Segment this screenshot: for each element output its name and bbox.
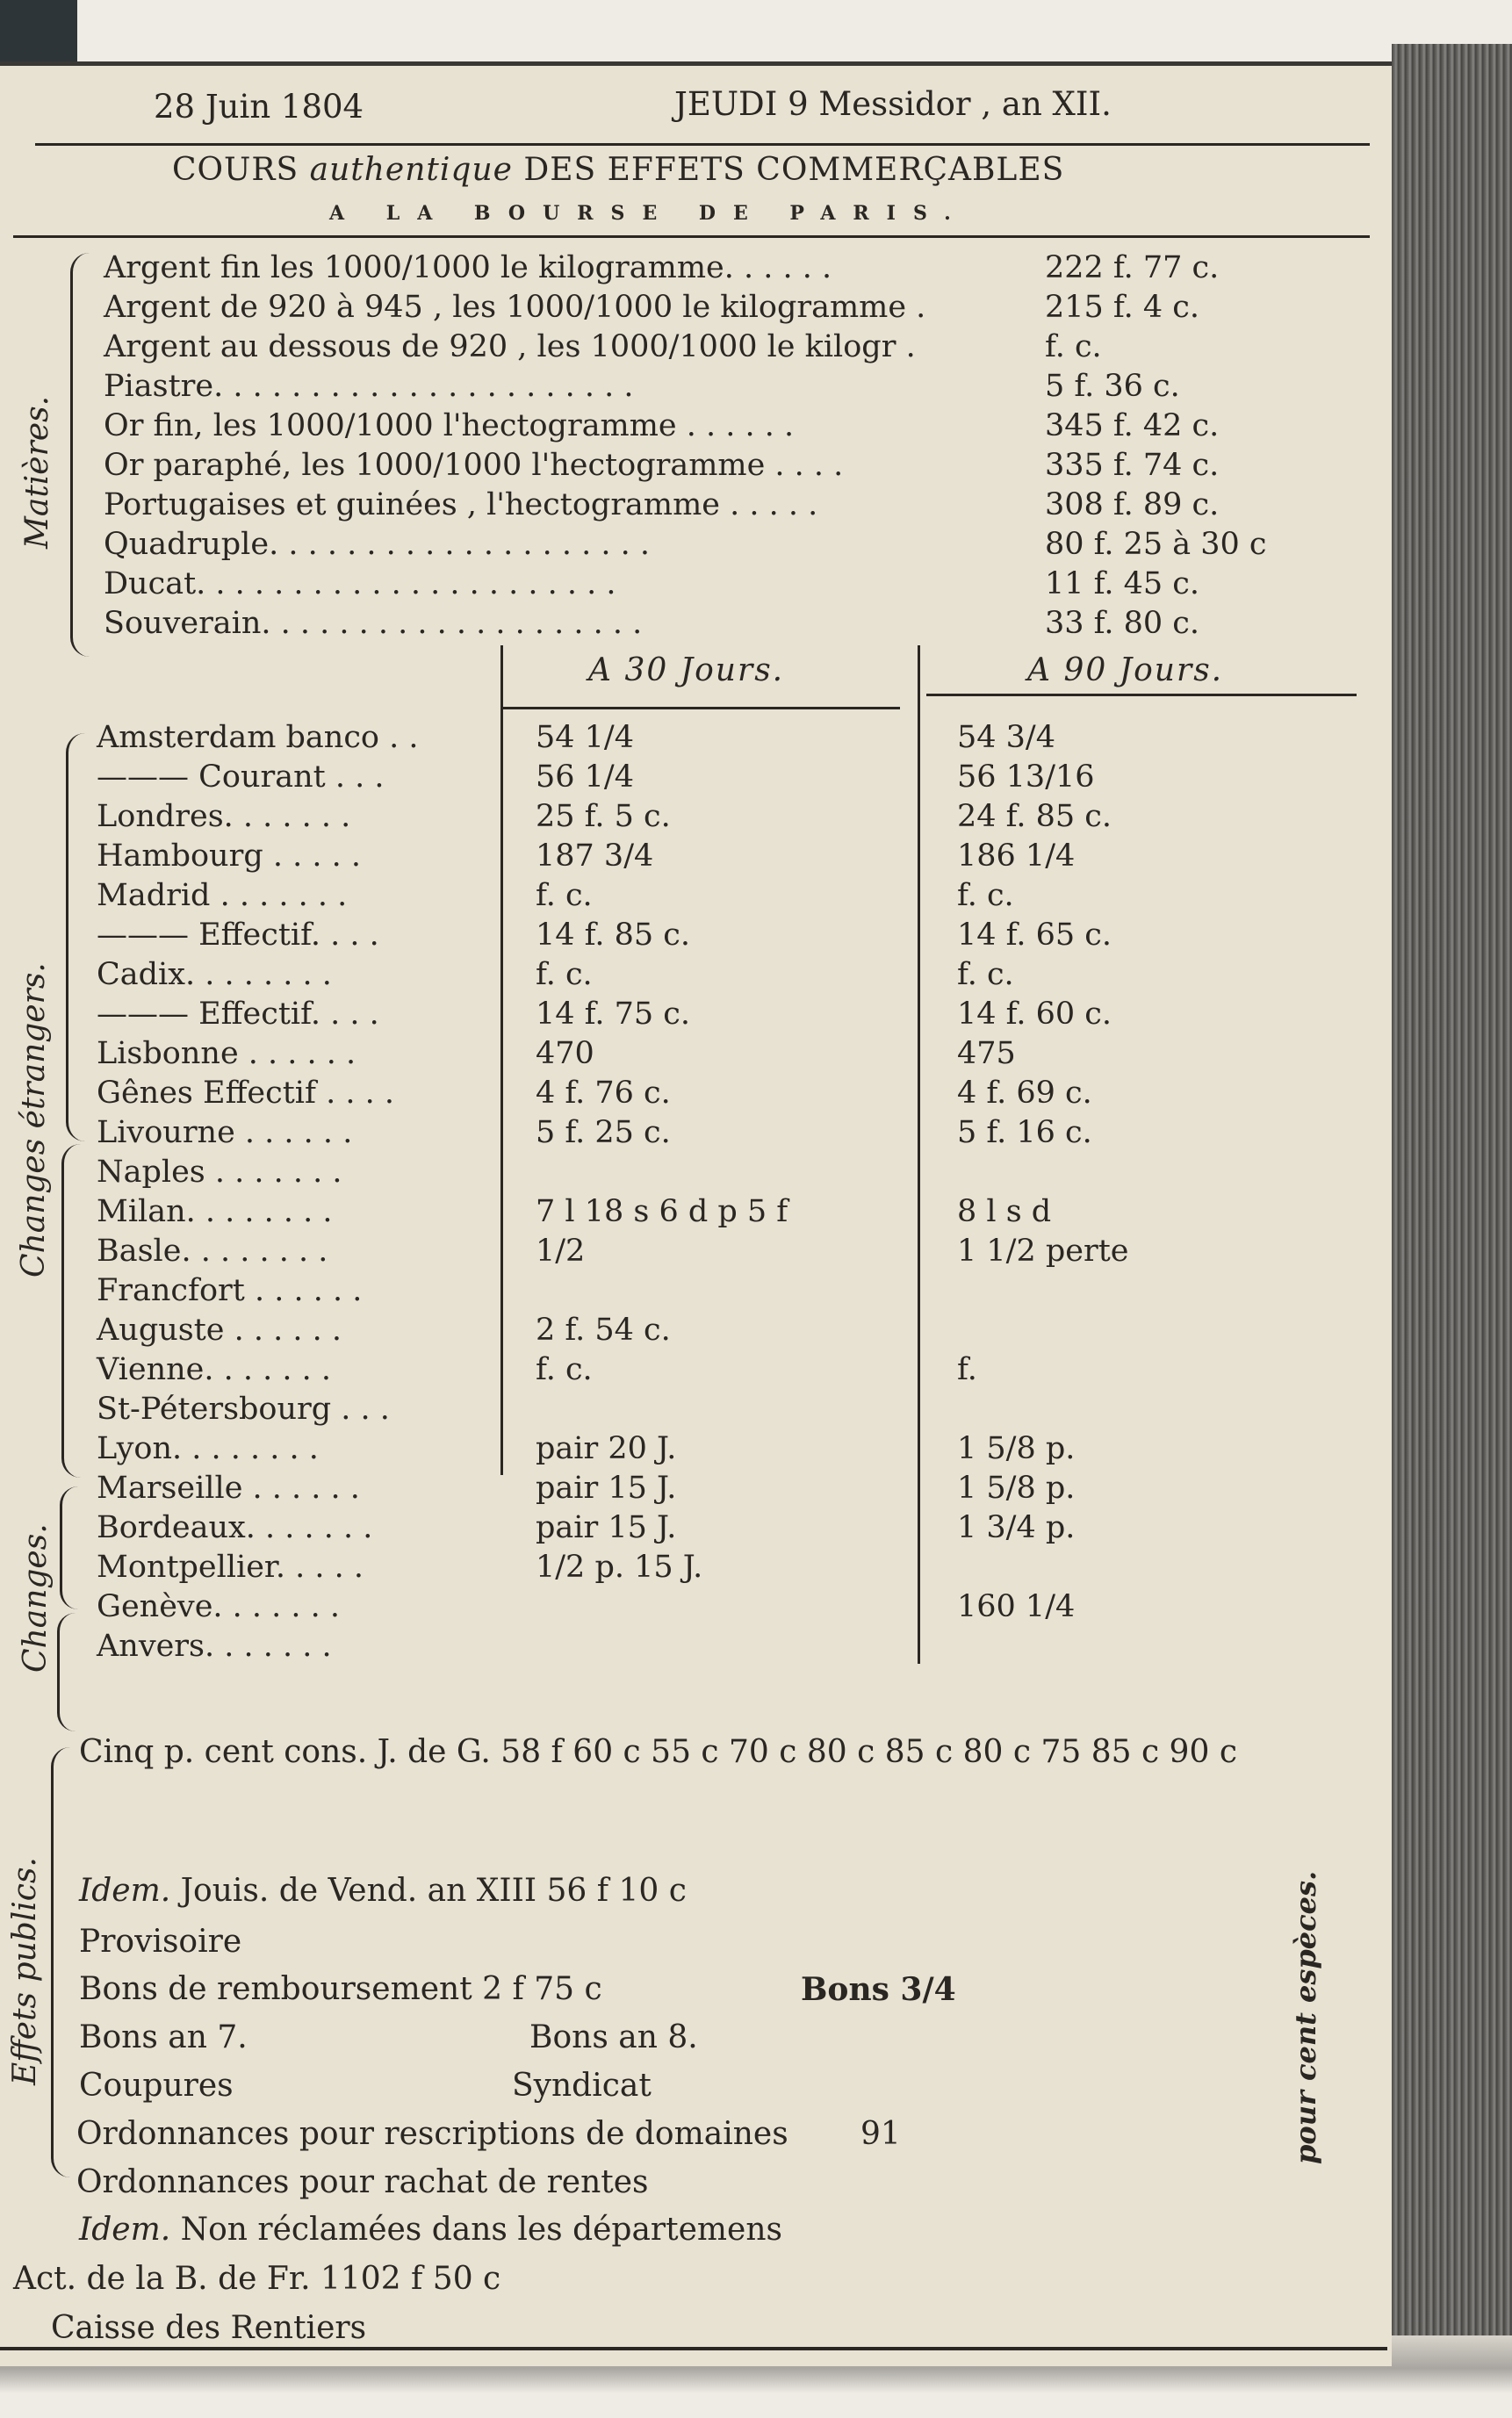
matiere-name: Or fin, les 1000/1000 l'hectogramme . . . . . . xyxy=(104,408,795,443)
idem-italic: Idem. xyxy=(79,1873,171,1909)
change-90-days: f. c. xyxy=(957,957,1014,992)
change-30-days: 54 1/4 xyxy=(536,720,634,755)
change-place: Bordeaux. . . . . . . xyxy=(97,1510,373,1545)
matiere-value: 33 f. 80 c. xyxy=(1045,606,1200,641)
page-edges xyxy=(1392,44,1512,2414)
ordonnances-rachat: Ordonnances pour rachat de rentes xyxy=(76,2164,649,2200)
change-30-days: 14 f. 75 c. xyxy=(536,997,691,1032)
matieres-label: Matières. xyxy=(19,395,55,549)
matiere-value: 80 f. 25 à 30 c xyxy=(1045,527,1267,562)
provisoire: Provisoire xyxy=(79,1924,242,1960)
coupures: Coupures xyxy=(79,2068,234,2104)
change-30-days: 7 l 18 s 6 d p 5 f xyxy=(536,1194,788,1229)
change-30-days: 187 3/4 xyxy=(536,838,654,874)
change-place: Lisbonne . . . . . . xyxy=(97,1036,356,1071)
change-90-days: 14 f. 60 c. xyxy=(957,997,1112,1032)
change-30-days: 470 xyxy=(536,1036,594,1071)
page xyxy=(0,61,1392,2366)
ordonnances-rescriptions-value: 91 xyxy=(860,2116,901,2152)
change-90-days: 5 f. 16 c. xyxy=(957,1115,1092,1150)
syndicat: Syndicat xyxy=(512,2068,652,2104)
change-place: Montpellier. . . . . xyxy=(97,1550,364,1585)
caisse-rentiers: Caisse des Rentiers xyxy=(51,2310,367,2346)
effets-brace xyxy=(51,1747,73,2177)
change-90-days: 4 f. 69 c. xyxy=(957,1076,1092,1111)
change-place: ——— Effectif. . . . xyxy=(97,918,379,953)
title-rule xyxy=(13,235,1370,238)
title-italic: authentique xyxy=(309,152,513,188)
change-place: Vienne. . . . . . . xyxy=(97,1352,331,1387)
change-90-days: 160 1/4 xyxy=(957,1589,1076,1624)
change-90-days: 1 1/2 perte xyxy=(957,1234,1129,1269)
date-header: 28 Juin 1804 xyxy=(154,88,364,126)
matiere-name: Argent au dessous de 920 , les 1000/1000 le kilogr . xyxy=(104,329,916,364)
bottom-rule xyxy=(0,2347,1387,2350)
matiere-value: 5 f. 36 c. xyxy=(1045,369,1180,404)
matieres-brace xyxy=(70,253,90,657)
idem-non-reclamees xyxy=(79,2212,782,2248)
idem2-rest: Non réclamées dans les départemens xyxy=(180,2212,783,2248)
col-rule-left xyxy=(500,645,503,1475)
matiere-name: Portugaises et guinées , l'hectogramme . . . . . xyxy=(104,487,818,522)
change-90-days: f. xyxy=(957,1352,977,1387)
change-30-days: 14 f. 85 c. xyxy=(536,918,691,953)
change-90-days: 8 l s d xyxy=(957,1194,1052,1229)
bons-3-4: Bons 3/4 xyxy=(801,1971,956,2008)
changes-etrangers-label: Changes étrangers. xyxy=(16,962,52,1277)
matiere-value: f. c. xyxy=(1045,329,1102,364)
matiere-name: Piastre. . . . . . . . . . . . . . . . . . . . . . xyxy=(104,369,634,404)
idem2-italic: Idem. xyxy=(79,2212,171,2248)
effets-label: Effets publics. xyxy=(7,1857,43,2085)
idem-rest: Jouis. de Vend. an XIII 56 f 10 c xyxy=(180,1873,687,1909)
title-part2: DES EFFETS COMMERÇABLES xyxy=(523,152,1065,188)
change-place: Lyon. . . . . . . . xyxy=(97,1431,319,1466)
change-30-days: f. c. xyxy=(536,957,593,992)
col-rule-right xyxy=(918,645,920,1664)
change-90-days: 1 5/8 p. xyxy=(957,1471,1076,1506)
change-place: Cadix. . . . . . . . xyxy=(97,957,332,992)
change-90-days: 475 xyxy=(957,1036,1016,1071)
change-30-days: pair 15 J. xyxy=(536,1510,677,1545)
change-30-days: 1/2 xyxy=(536,1234,586,1269)
change-90-days: 56 13/16 xyxy=(957,759,1095,795)
change-30-days: f. c. xyxy=(536,878,593,913)
matiere-name: Ducat. . . . . . . . . . . . . . . . . . . . . . xyxy=(104,566,616,601)
change-place: Naples . . . . . . . xyxy=(97,1155,342,1190)
change-90-days: 1 3/4 p. xyxy=(957,1510,1076,1545)
col90-rule xyxy=(926,694,1357,696)
matiere-value: 215 f. 4 c. xyxy=(1045,290,1200,325)
header-rule xyxy=(35,143,1370,146)
change-place: Auguste . . . . . . xyxy=(97,1313,342,1348)
day-header: JEUDI 9 Messidor , an XII. xyxy=(674,85,1112,123)
changes-interieur-label: Changes. xyxy=(18,1523,54,1673)
change-place: Basle. . . . . . . . xyxy=(97,1234,328,1269)
col90-header: A 90 Jours. xyxy=(1027,652,1224,688)
etrangers-brace-1 xyxy=(66,733,86,1141)
change-place: Londres. . . . . . . xyxy=(97,799,351,834)
change-place: St-Pétersbourg . . . xyxy=(97,1392,390,1427)
change-30-days: 56 1/4 xyxy=(536,759,634,795)
change-place: Anvers. . . . . . . xyxy=(97,1629,332,1664)
change-30-days: 1/2 p. 15 J. xyxy=(536,1550,703,1585)
col30-rule xyxy=(500,707,900,709)
page-subtitle: A LA BOURSE DE PARIS. xyxy=(329,202,968,225)
matiere-value: 222 f. 77 c. xyxy=(1045,250,1220,285)
etrangers-brace-2 xyxy=(61,1144,82,1478)
book-spine xyxy=(0,0,77,61)
change-place: Livourne . . . . . . xyxy=(97,1115,353,1150)
bons-an-8: Bons an 8. xyxy=(529,2019,698,2055)
change-90-days: 186 1/4 xyxy=(957,838,1076,874)
page-title xyxy=(172,152,1064,188)
change-place: Francfort . . . . . . xyxy=(97,1273,363,1308)
change-30-days: 5 f. 25 c. xyxy=(536,1115,671,1150)
change-90-days: 54 3/4 xyxy=(957,720,1055,755)
change-place: ——— Courant . . . xyxy=(97,759,385,795)
col30-header: A 30 Jours. xyxy=(588,652,785,688)
matiere-name: Souverain. . . . . . . . . . . . . . . . . . . . xyxy=(104,606,643,641)
change-place: Amsterdam banco . . xyxy=(97,720,419,755)
idem-jouissance xyxy=(79,1873,687,1909)
change-place: Marseille . . . . . . xyxy=(97,1471,360,1506)
interieur-brace-2 xyxy=(57,1613,76,1731)
title-part1: COURS xyxy=(172,152,299,188)
change-30-days: 4 f. 76 c. xyxy=(536,1076,671,1111)
matiere-value: 335 f. 74 c. xyxy=(1045,448,1220,483)
matiere-name: Argent de 920 à 945 , les 1000/1000 le kilogramme . xyxy=(104,290,926,325)
change-30-days: 2 f. 54 c. xyxy=(536,1313,671,1348)
matiere-name: Or paraphé, les 1000/1000 l'hectogramme . . . . xyxy=(104,448,844,483)
change-30-days: pair 15 J. xyxy=(536,1471,677,1506)
change-place: Hambourg . . . . . xyxy=(97,838,361,874)
actions-banque: Act. de la B. de Fr. 1102 f 50 c xyxy=(13,2261,501,2297)
matiere-value: 11 f. 45 c. xyxy=(1045,566,1200,601)
change-90-days: 24 f. 85 c. xyxy=(957,799,1112,834)
change-30-days: pair 20 J. xyxy=(536,1431,677,1466)
ordonnances-rescriptions: Ordonnances pour rescriptions de domaines xyxy=(76,2116,788,2152)
change-90-days: 14 f. 65 c. xyxy=(957,918,1112,953)
bons-an-7: Bons an 7. xyxy=(79,2019,248,2055)
change-place: Madrid . . . . . . . xyxy=(97,878,348,913)
change-place: Gênes Effectif . . . . xyxy=(97,1076,394,1111)
change-place: Genève. . . . . . . xyxy=(97,1589,341,1624)
matiere-name: Argent fin les 1000/1000 le kilogramme. . . . . . xyxy=(104,250,832,285)
cinq-pour-cent: Cinq p. cent cons. J. de G. 58 f 60 c 55 c 70 c 80 c 85 c 80 c 75 85 c 90 c xyxy=(79,1734,1237,1770)
matiere-value: 308 f. 89 c. xyxy=(1045,487,1220,522)
change-90-days: f. c. xyxy=(957,878,1014,913)
matiere-value: 345 f. 42 c. xyxy=(1045,408,1220,443)
change-30-days: 25 f. 5 c. xyxy=(536,799,671,834)
bons-remboursement: Bons de remboursement 2 f 75 c xyxy=(79,1971,602,2007)
change-90-days: 1 5/8 p. xyxy=(957,1431,1076,1466)
matiere-name: Quadruple. . . . . . . . . . . . . . . . . . . . xyxy=(104,527,650,562)
effets-side-label: pour cent espèces. xyxy=(1289,1870,1322,2164)
interieur-brace-1 xyxy=(60,1486,78,1609)
change-place: Milan. . . . . . . . xyxy=(97,1194,333,1229)
change-place: ——— Effectif. . . . xyxy=(97,997,379,1032)
change-30-days: f. c. xyxy=(536,1352,593,1387)
